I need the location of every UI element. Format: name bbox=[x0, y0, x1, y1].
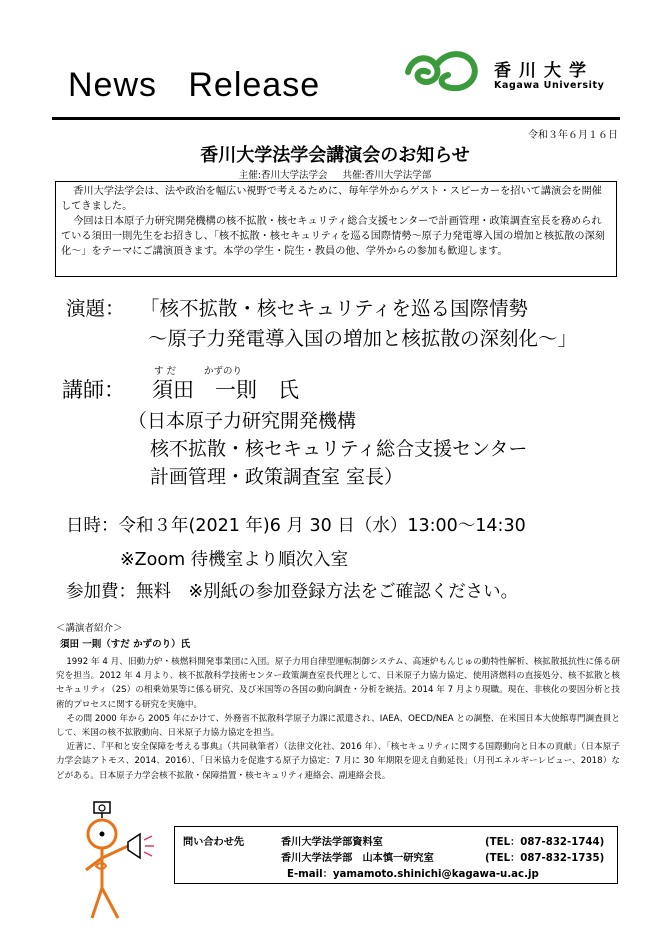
release-date: 令和３年６月１６日 bbox=[528, 130, 618, 141]
organizers bbox=[0, 167, 670, 181]
topic-line-1: 「核不拡散・核セキュリティを巡る国際情勢 bbox=[140, 297, 529, 320]
megaphone-icon bbox=[128, 834, 140, 858]
mascot-illustration bbox=[68, 800, 160, 925]
intro-paragraph-1: 香川大学法学会は、法や政治を幅広い視野で考えるために、毎年学外からゲスト・スピーカーを招いて講演会を開催してきました。 bbox=[61, 186, 602, 212]
speaker-affiliation-2: 核不拡散・核セキュリティ総合支援センター bbox=[150, 438, 528, 460]
speaker-ruby-family: す だ bbox=[154, 366, 177, 377]
profile-header: ＜講演者紹介＞ bbox=[56, 623, 123, 634]
contact-office-2: 香川大学法学部 山本慎一研究室 bbox=[281, 853, 434, 864]
speaker-affiliation-1: （日本原子力研究開発機構 bbox=[128, 410, 357, 432]
speaker-ruby-given: かずのり bbox=[204, 366, 243, 377]
topic-line-2: ～原子力発電導入国の増加と核拡散の深刻化～」 bbox=[148, 327, 578, 350]
participation-fee: 参加費：無料 ※別紙の参加登録方法をご確認ください。 bbox=[66, 582, 519, 602]
speaker-label: 講師： bbox=[62, 378, 125, 402]
speaker-affiliation-3: 計画管理・政策調査室 室長） bbox=[150, 466, 404, 488]
intro-paragraph-2: 今回は日本原子力研究開発機構の核不拡散・核セキュリティ総合支援センターで計画管理・政策調査室長を務められている須田一則先生をお招きし、「核不拡散・核セキュリティを巡る国際情勢～原子力発電導入国の増加と核拡散の深刻化～」をテーマにご講演頂きます。本学の学生・院生・教員の他、学外からの参加も歓迎します。 bbox=[61, 216, 605, 257]
university-name-en: Kagawa University bbox=[494, 80, 605, 91]
profile-paragraph-2: その間 2000 年から 2005 年にかけて、外務省不拡散科学原子力課に派遣され、IAEA、OECD/NEA との調整、在米国日本大使館専門調査員として、米国の核不拡散動向、日米原子力協力協定を担当。 bbox=[56, 713, 620, 739]
contact-email[interactable]: E-mail：yamamoto.shinichi@kagawa-u.ac.jp bbox=[287, 869, 539, 880]
contact-tel-1: (TEL：087-832-1744) bbox=[485, 837, 605, 848]
speaker-name: 須田 一則 氏 bbox=[152, 378, 299, 402]
event-datetime: 日時：令和３年(2021 年)6 月 30 日（水）13:00～14:30 bbox=[66, 516, 526, 536]
intro-box bbox=[55, 181, 617, 277]
contact-office-1: 香川大学法学部資料室 bbox=[281, 837, 383, 848]
university-name-jp: 香川大学 bbox=[494, 61, 594, 81]
topic-label: 演題： bbox=[66, 297, 125, 320]
contact-tel-2: (TEL：087-832-1735) bbox=[485, 853, 605, 864]
header-divider bbox=[52, 117, 620, 120]
zoom-note: ※Zoom 待機室より順次入室 bbox=[120, 550, 349, 570]
contact-box bbox=[174, 826, 618, 884]
profile-paragraph-1: 1992 年 4 月、旧動力炉・核燃料開発事業団に入団。原子力用自律型運転制御システム、高速炉もんじゅの動特性解析、核拡散抵抗性に係る研究を担当。2012 年 4 月より、核不拡散科学技術センター政策調査室長代理として、日米原子力協力協定、使用済燃料の直接処分、核不拡散と核セキュリティ（2S）の相乗効果等に係る研究、及び米国等の各国の動向調査・分析を統括。2014 年 7 月より現職。現在、非核化の要因分析と技術的プロセスに関する研究を実施中。 bbox=[56, 657, 620, 710]
contact-label: 問い合わせ先 bbox=[183, 837, 245, 848]
co-organizer: 共催:香川大学法学部 bbox=[342, 170, 432, 181]
speaker-profile bbox=[56, 655, 620, 783]
news-release-title: News Release bbox=[68, 66, 321, 104]
profile-paragraph-3: 近著に、『平和と安全保障を考える事典』（共同執筆者）（法律文化社、2016 年）、「核セキュリティに関する国際動向と日本の貢献」（日本原子力学会誌アトモス、2014、2016）、「日米協力を促進する原子力協定：7 月に 30 年期限を迎え自動延長」（月刊エネルギーレビュー、2018）などがある。日本原子力学会核不拡散・保障措置・核セキュリティ連絡会、副連絡会長。 bbox=[56, 742, 620, 781]
main-organizer: 主催:香川大学法学会 bbox=[238, 170, 328, 181]
page-title: 香川大学法学会講演会のお知らせ bbox=[200, 145, 470, 166]
kagawa-university-logo bbox=[398, 42, 488, 98]
profile-name: 須田 一則（すだ かずのり）氏 bbox=[60, 639, 191, 650]
